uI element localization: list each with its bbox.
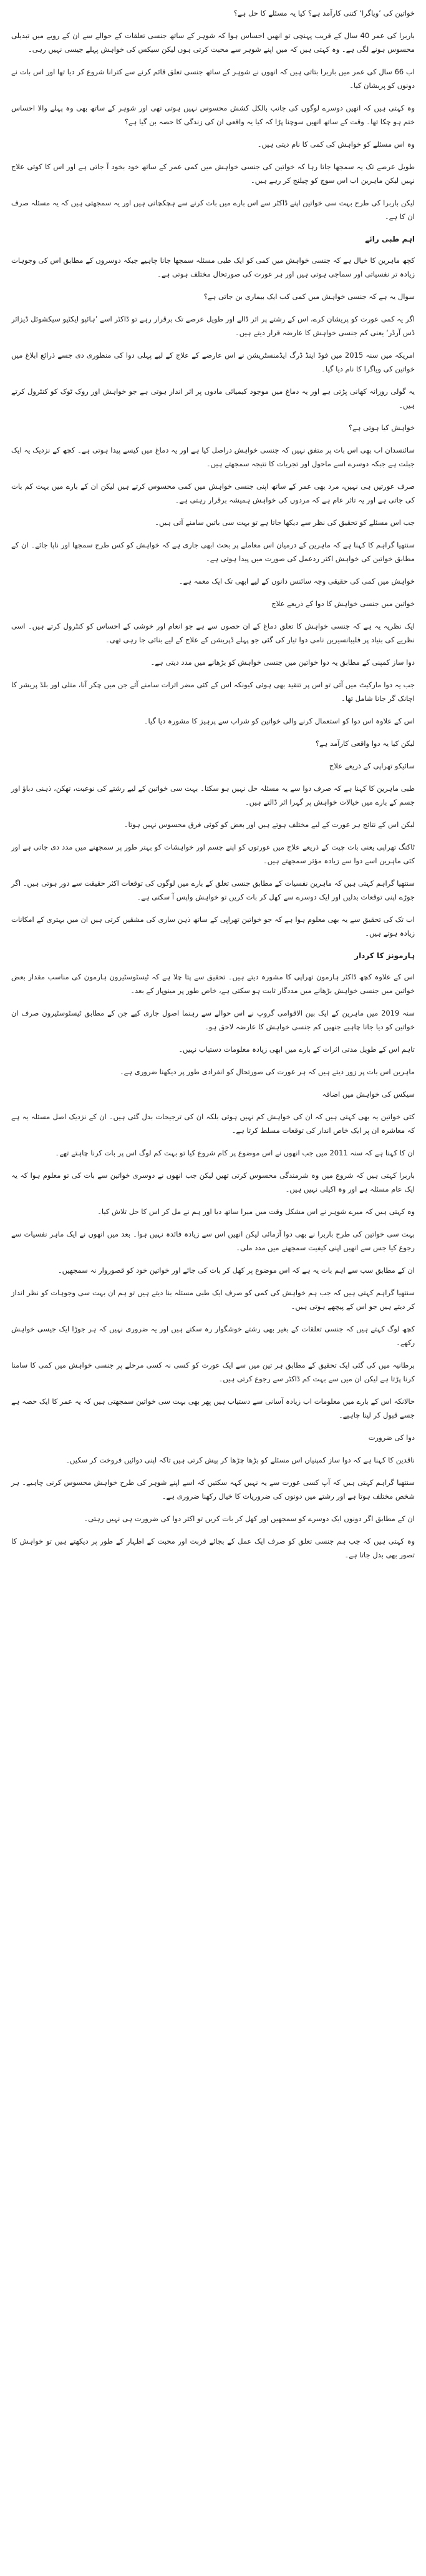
article-paragraph: کچھ لوگ کہتے ہیں کہ جنسی تعلقات کے بغیر بھی رشتے خوشگوار رہ سکتے ہیں اور یہ ضروری نہیں کہ ہر جوڑا ایک جیسی خواہش رکھے۔ xyxy=(11,1325,415,1347)
article-paragraph: ان کے مطابق سب سے اہم بات یہ ہے کہ اس موضوع پر کھل کر بات کی جائے اور خواتین خود کو قصوروار نہ سمجھیں۔ xyxy=(57,1266,415,1275)
article-paragraph: لیکن باربرا کی طرح بہت سی خواتین اپنے ڈاکٹر سے اس بارے میں بات کرنے سے ہچکچاتی ہیں اور یہ سمجھتی ہیں کہ یہ مسئلہ صرف ان کا ہے۔ xyxy=(11,198,415,221)
article-paragraph: سنتھیا گراہم کہتی ہیں کہ آپ کسی عورت سے یہ نہیں کہہ سکتیں کہ اسے اپنے شوہر کی طرح خواہش محسوس کرنی چاہیے۔ ہر شخص مختلف ہوتا ہے اور رشتے میں دونوں کی ضروریات کا خیال رکھنا ضروری ہے۔ xyxy=(11,1478,415,1501)
article-paragraph: باربرا کی عمر 40 سال کے قریب پہنچی تو انھیں احساس ہوا کہ شوہر کے ساتھ جنسی تعلقات کے حوالے سے ان کے رویے میں تبدیلی محسوس ہونے لگی ہے۔ وہ کہتی ہیں کہ میں اپنے شوہر سے محبت کرتی ہوں لیکن سیکس کی خواہش پہلے جیسی نہیں رہی۔ xyxy=(11,31,415,54)
article-paragraph: طویل عرصے تک یہ سمجھا جاتا رہا کہ خواتین کی جنسی خواہش میں کمی عمر کے ساتھ خود بخود آ جاتی ہے اور اس کا کوئی علاج نہیں لیکن ماہرین اب اس سوچ کو چیلنج کر رہے ہیں۔ xyxy=(11,162,415,185)
article-paragraph: خواہش کیا ہوتی ہے؟ xyxy=(348,423,415,432)
article-paragraph: سوال یہ ہے کہ جنسی خواہش میں کمی کب ایک بیماری بن جاتی ہے؟ xyxy=(203,292,415,301)
article-paragraph: اس کے علاوہ اس دوا کو استعمال کرنے والی خواتین کو شراب سے پرہیز کا مشورہ دیا گیا۔ xyxy=(143,717,415,725)
article-paragraph: سائنسدان اب بھی اس بات پر متفق نہیں کہ جنسی خواہش دراصل کیا ہے اور یہ دماغ میں کیسے پیدا ہوتی ہے۔ کچھ کے نزدیک یہ ایک جبلت ہے جبکہ دوسرے اسے ماحول اور تجربات کا نتیجہ سمجھتے ہیں۔ xyxy=(11,446,415,468)
section-heading: ہارمونز کا کردار xyxy=(354,951,415,960)
article-paragraph: لیکن کیا یہ دوا واقعی کارآمد ہے؟ xyxy=(315,739,415,748)
article-paragraph: سائیکو تھراپی کے ذریعے علاج xyxy=(329,762,415,770)
article-paragraph: دوا ساز کمپنی کے مطابق یہ دوا خواتین میں جنسی خواہش کو بڑھانے میں مدد دیتی ہے۔ xyxy=(150,658,415,667)
article-paragraph: برطانیہ میں کی گئی ایک تحقیق کے مطابق ہر تین میں سے ایک عورت کو کسی نہ کسی مرحلے پر جنسی خواہش میں کمی کا سامنا کرنا پڑتا ہے لیکن ان میں سے بہت کم ڈاکٹر سے رجوع کرتی ہیں۔ xyxy=(11,1361,415,1383)
article-paragraph: اب 66 سال کی عمر میں باربرا بتاتی ہیں کہ انھوں نے شوہر کے ساتھ جنسی تعلق قائم کرنے سے کترانا شروع کر دیا تھا اور اس بات نے دونوں کو پریشان کیا۔ xyxy=(11,67,415,90)
article-paragraph: کچھ ماہرین کا خیال ہے کہ جنسی خواہش میں کمی کو ایک طبی مسئلہ سمجھا جانا چاہیے جبکہ دوسروں کے مطابق اس کی وجوہات زیادہ تر نفسیاتی اور سماجی ہوتی ہیں اور ہر عورت کی صورتحال مختلف ہوتی ہے۔ xyxy=(11,256,415,278)
article-paragraph: سیکس کی خواہش میں اضافہ xyxy=(322,1090,415,1099)
article-paragraph: ٹاکنگ تھراپی یعنی بات چیت کے ذریعے علاج میں عورتوں کو اپنے جسم اور خواہشات کو بہتر طور پر سمجھنے میں مدد دی جاتی ہے اور کئی ماہرین اسے دوا سے زیادہ مؤثر سمجھتے ہیں۔ xyxy=(11,843,415,865)
article-paragraph: بہت سی خواتین کی طرح باربرا نے بھی دوا آزمائی لیکن انھیں اس سے زیادہ فائدہ نہیں ہوا۔ بعد میں انھوں نے ایک ماہر نفسیات سے رجوع کیا جس سے انھیں اپنی کیفیت سمجھنے میں مدد ملی۔ xyxy=(11,1230,415,1252)
article-paragraph: یہ گولی روزانہ کھانی پڑتی ہے اور یہ دماغ میں موجود کیمیائی مادوں پر اثر انداز ہوتی ہے جو خواہش اور روک ٹوک کو کنٹرول کرتے ہیں۔ xyxy=(11,387,415,409)
article-paragraph: اگر یہ کمی عورت کو پریشان کرے، اس کے رشتے پر اثر ڈالے اور طویل عرصے تک برقرار رہے تو ڈاکٹر اسے ’ہائپو ایکٹیو سیکشوئل ڈیزائر ڈس آرڈر‘ یعنی کم جنسی خواہش کا عارضہ قرار دیتے ہیں۔ xyxy=(11,315,415,337)
article-paragraph: خواتین میں جنسی خواہش کا دوا کے ذریعے علاج xyxy=(271,599,415,608)
article-paragraph: وہ کہتی ہیں کہ انھیں دوسرے لوگوں کی جانب بالکل کشش محسوس نہیں ہوتی تھی اور شوہر کے ساتھ بھی وہ پہلے والا احساس ختم ہو چکا تھا۔ وقت کے ساتھ انھیں سوچنا پڑا کہ کیا یہ واقعی ان کی زندگی کا حصہ بن گیا ہے؟ xyxy=(11,104,415,126)
article-paragraph: ان کے مطابق اگر دونوں ایک دوسرے کو سمجھیں اور کھل کر بات کریں تو اکثر دوا کی ضرورت ہی نہیں رہتی۔ xyxy=(84,1514,415,1523)
article-paragraph: امریکہ میں سنہ 2015 میں فوڈ اینڈ ڈرگ ایڈمنسٹریشن نے اس عارضے کے علاج کے لیے پہلی دوا کی منظوری دی جسے ذرائع ابلاغ میں خواتین کی ویاگرا کا نام دیا گیا۔ xyxy=(11,351,415,373)
article-paragraph: ان کا کہنا ہے کہ سنہ 2011 میں جب انھوں نے اس موضوع پر کام شروع کیا تو بہت کم لوگ اس پر بات کرنا چاہتے تھے۔ xyxy=(55,1148,415,1157)
article-paragraph: ایک نظریہ یہ ہے کہ جنسی خواہش کا تعلق دماغ کے ان حصوں سے ہے جو انعام اور خوشی کے احساس کو کنٹرول کرتے ہیں۔ اسی نظریے کی بنیاد پر فلیبانسیرین نامی دوا تیار کی گئی جو پہلے ڈپریشن کے علاج کے لیے بنائی جا رہی تھی۔ xyxy=(11,622,415,644)
article-paragraph: وہ کہتی ہیں کہ جب ہم جنسی تعلق کو صرف ایک عمل کے بجائے قربت اور محبت کے اظہار کے طور پر دیکھتے ہیں تو خواہش کا تصور بھی بدل جاتا ہے۔ xyxy=(11,1537,415,1559)
article-paragraph: تاہم اس کے طویل مدتی اثرات کے بارے میں ابھی زیادہ معلومات دستیاب نہیں۔ xyxy=(178,1045,415,1054)
article-paragraph: سنہ 2019 میں ماہرین کے ایک بین الاقوامی گروپ نے اس حوالے سے رہنما اصول جاری کیے جن کے مطابق ٹیسٹوسٹیرون صرف ان خواتین کو دیا جانا چاہیے جنھیں کم جنسی خواہش کا عارضہ لاحق ہو۔ xyxy=(11,1009,415,1031)
article-paragraph: ماہرین اس بات پر زور دیتے ہیں کہ ہر عورت کی صورتحال کو انفرادی طور پر دیکھنا ضروری ہے۔ xyxy=(119,1067,415,1076)
article-paragraph: اب تک کی تحقیق سے یہ بھی معلوم ہوا ہے کہ جو خواتین تھراپی کے ساتھ ذہن سازی کی مشقیں کرتی ہیں ان میں بہتری کے امکانات زیادہ ہوتے ہیں۔ xyxy=(11,915,415,938)
article-paragraph: دوا کی ضرورت xyxy=(368,1433,415,1442)
article-paragraph: وہ کہتی ہیں کہ میرے شوہر نے اس مشکل وقت میں میرا ساتھ دیا اور ہم نے مل کر اس کا حل تلاش کیا۔ xyxy=(97,1207,415,1216)
article-paragraph: خواہش میں کمی کی حقیقی وجہ سائنس دانوں کے لیے ابھی تک ایک معمہ ہے۔ xyxy=(178,577,415,585)
article-paragraph: سنتھیا گراہم کا کہنا ہے کہ ماہرین کے درمیان اس معاملے پر بحث ابھی جاری ہے کہ خواہش کو کس طرح سمجھا اور ناپا جائے۔ ان کے مطابق خواتین کی خواہش اکثر ردعمل کی صورت میں پیدا ہوتی ہے۔ xyxy=(11,541,415,563)
article-paragraph: طبی ماہرین کا کہنا ہے کہ صرف دوا سے یہ مسئلہ حل نہیں ہو سکتا۔ بہت سی خواتین کے لیے رشتے کی نوعیت، تھکن، ذہنی دباؤ اور جسم کے بارے میں خیالات خواہش پر گہرا اثر ڈالتے ہیں۔ xyxy=(11,784,415,806)
section-heading: اہم طبی رائے xyxy=(365,235,415,243)
article-paragraph: وہ اس مسئلے کو خواہش کی کمی کا نام دیتی ہیں۔ xyxy=(257,140,415,149)
article-paragraph: کئی خواتین یہ بھی کہتی ہیں کہ ان کی خواہش کم نہیں ہوئی بلکہ ان کی ترجیحات بدل گئی ہیں۔ ان کے نزدیک اصل مسئلہ یہ ہے کہ معاشرہ ان پر ایک خاص انداز کی توقعات مسلط کرتا ہے۔ xyxy=(11,1112,415,1135)
article-paragraph: لیکن اس کے نتائج ہر عورت کے لیے مختلف ہوتے ہیں اور بعض کو کوئی فرق محسوس نہیں ہوتا۔ xyxy=(123,820,415,829)
article-paragraph: جب یہ دوا مارکیٹ میں آئی تو اس پر تنقید بھی ہوئی کیونکہ اس کے کئی مضر اثرات سامنے آئے جن میں چکر آنا، متلی اور بلڈ پریشر کا اچانک گر جانا شامل تھا۔ xyxy=(11,680,415,703)
article-paragraph: سنتھیا گراہم کہتی ہیں کہ جب ہم خواہش کی کمی کو صرف ایک طبی مسئلہ بنا دیتے ہیں تو ہم ان بہت سی وجوہات کو نظر انداز کر دیتے ہیں جو اس کے پیچھے ہوتی ہیں۔ xyxy=(11,1288,415,1311)
article-paragraph: سنتھیا گراہم کہتی ہیں کہ ماہرین نفسیات کے مطابق جنسی تعلق کے بارے میں لوگوں کی توقعات اکثر حقیقت سے دور ہوتی ہیں۔ اگر جوڑے اپنی توقعات بدلیں اور ایک دوسرے سے کھل کر بات کریں تو خواہش واپس آ سکتی ہے۔ xyxy=(11,879,415,901)
article-paragraph: جب اس مسئلے کو تحقیق کی نظر سے دیکھا جاتا ہے تو بہت سی باتیں سامنے آتی ہیں۔ xyxy=(155,518,415,527)
article-paragraph: ناقدین کا کہنا ہے کہ دوا ساز کمپنیاں اس مسئلے کو بڑھا چڑھا کر پیش کرتی ہیں تاکہ اپنی دوائیں فروخت کر سکیں۔ xyxy=(65,1456,415,1464)
article-paragraph: خواتین کی ’ویاگرا‘ کتنی کارآمد ہے؟ کیا یہ مسئلے کا حل ہے؟ xyxy=(233,9,415,17)
article-paragraph: صرف عورتیں ہی نہیں، مرد بھی عمر کے ساتھ اپنی جنسی خواہش میں کمی محسوس کرتے ہیں لیکن ان کے بارے میں بہت کم بات کی جاتی ہے اور یہ تاثر عام ہے کہ مردوں کی خواہش ہمیشہ برقرار رہتی ہے۔ xyxy=(11,482,415,504)
article-paragraph: باربرا کہتی ہیں کہ شروع میں وہ شرمندگی محسوس کرتی تھیں لیکن جب انھوں نے دوسری خواتین سے بات کی تو معلوم ہوا کہ یہ ایک عام مسئلہ ہے اور وہ اکیلی نہیں ہیں۔ xyxy=(11,1171,415,1193)
article-paragraph: اس کے علاوہ کچھ ڈاکٹر ہارمون تھراپی کا مشورہ دیتے ہیں۔ تحقیق سے پتا چلا ہے کہ ٹیسٹوسٹیرون ہارمون کی مناسب مقدار بعض خواتین میں جنسی خواہش بڑھانے میں مددگار ثابت ہو سکتی ہے، خاص طور پر مینوپاز کے بعد۔ xyxy=(11,972,415,995)
article-paragraph: حالانکہ اس کے بارے میں معلومات اب زیادہ آسانی سے دستیاب ہیں پھر بھی بہت سی خواتین سمجھتی ہیں کہ یہ عمر کا ایک حصہ ہے جسے قبول کر لینا چاہیے۔ xyxy=(11,1397,415,1419)
